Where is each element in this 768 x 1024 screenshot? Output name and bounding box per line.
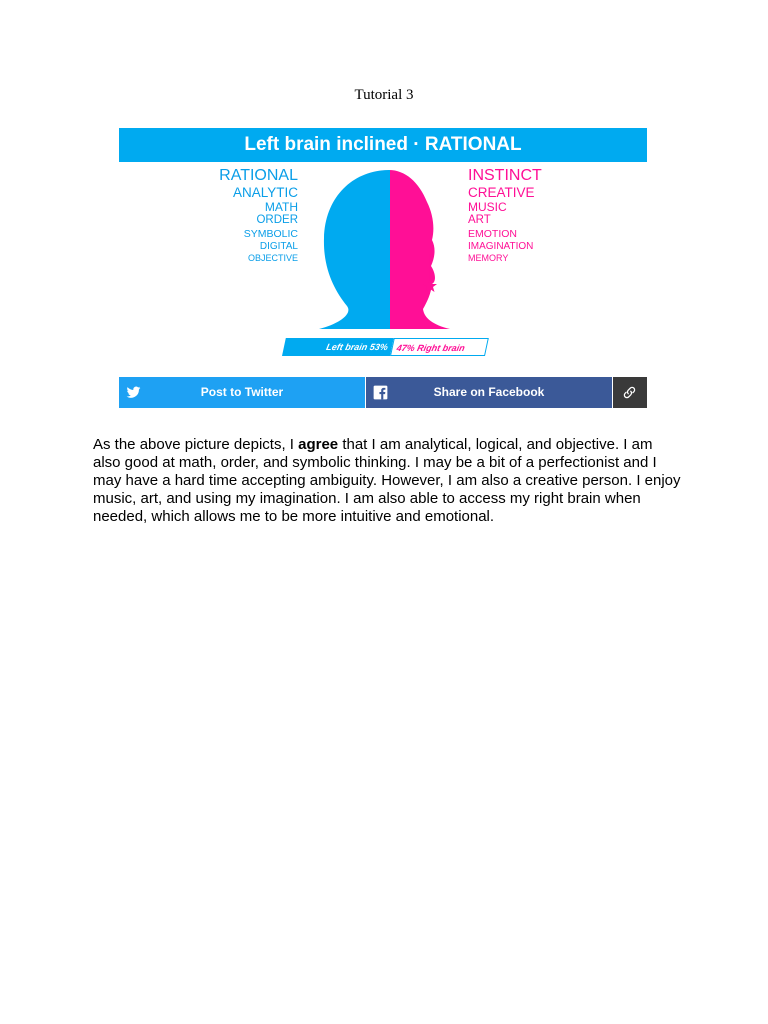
left-word: ORDER [256, 214, 298, 226]
left-word: OBJECTIVE [247, 252, 298, 263]
right-word: CREATIVE [468, 185, 535, 200]
right-word: IMAGINATION [468, 240, 534, 252]
link-icon [622, 385, 637, 400]
right-word: INSTINCT [468, 167, 542, 184]
left-brain-word-list [219, 166, 298, 264]
right-hemisphere [390, 168, 451, 332]
left-word: MATH [264, 200, 298, 214]
left-word: DIGITAL [259, 240, 298, 252]
twitter-button-label: Post to Twitter [200, 385, 284, 399]
paragraph-emphasis: agree [298, 436, 339, 453]
paragraph-rest: that I am analytical, logical, and objective. I am also good at math, order, and symbolic thinking. I may be a bit of a perfectionist and I may have a hard time accepting ambiguity. However, I am also a creative person. I enjoy music, art, and using my imagination. I am also able to access my right brain when needed, which allows me to be more intuitive and emotional. [93, 436, 681, 525]
paragraph-lead: As the above picture depicts, I [93, 436, 299, 453]
right-word: EMOTION [468, 227, 517, 240]
right-word: MUSIC [468, 200, 507, 214]
left-word: SYMBOLIC [243, 227, 298, 240]
left-hemisphere [319, 168, 390, 332]
copy-link-button[interactable] [613, 377, 647, 408]
left-brain-percent-label: Left brain 53% [325, 342, 389, 352]
left-word: RATIONAL [219, 167, 298, 184]
head-silhouette-icon [319, 168, 451, 332]
document-title: Tutorial 3 [354, 87, 414, 103]
share-on-facebook-button[interactable] [366, 377, 612, 408]
result-banner: Left brain inclined · RATIONAL [119, 128, 647, 162]
right-word: ART [468, 214, 491, 226]
brain-ratio-bar [282, 338, 485, 356]
right-brain-word-list [468, 166, 542, 264]
right-word: MEMORY [468, 252, 509, 263]
post-to-twitter-button[interactable] [119, 377, 365, 408]
brain-quiz-figure [119, 128, 647, 410]
right-brain-fill [390, 338, 489, 356]
right-brain-percent-label: 47% Right brain [395, 343, 466, 353]
left-word: ANALYTIC [232, 185, 298, 200]
left-brain-fill [282, 338, 394, 356]
body-paragraph [93, 436, 683, 526]
facebook-button-label: Share on Facebook [433, 385, 545, 399]
share-bar [119, 377, 647, 408]
